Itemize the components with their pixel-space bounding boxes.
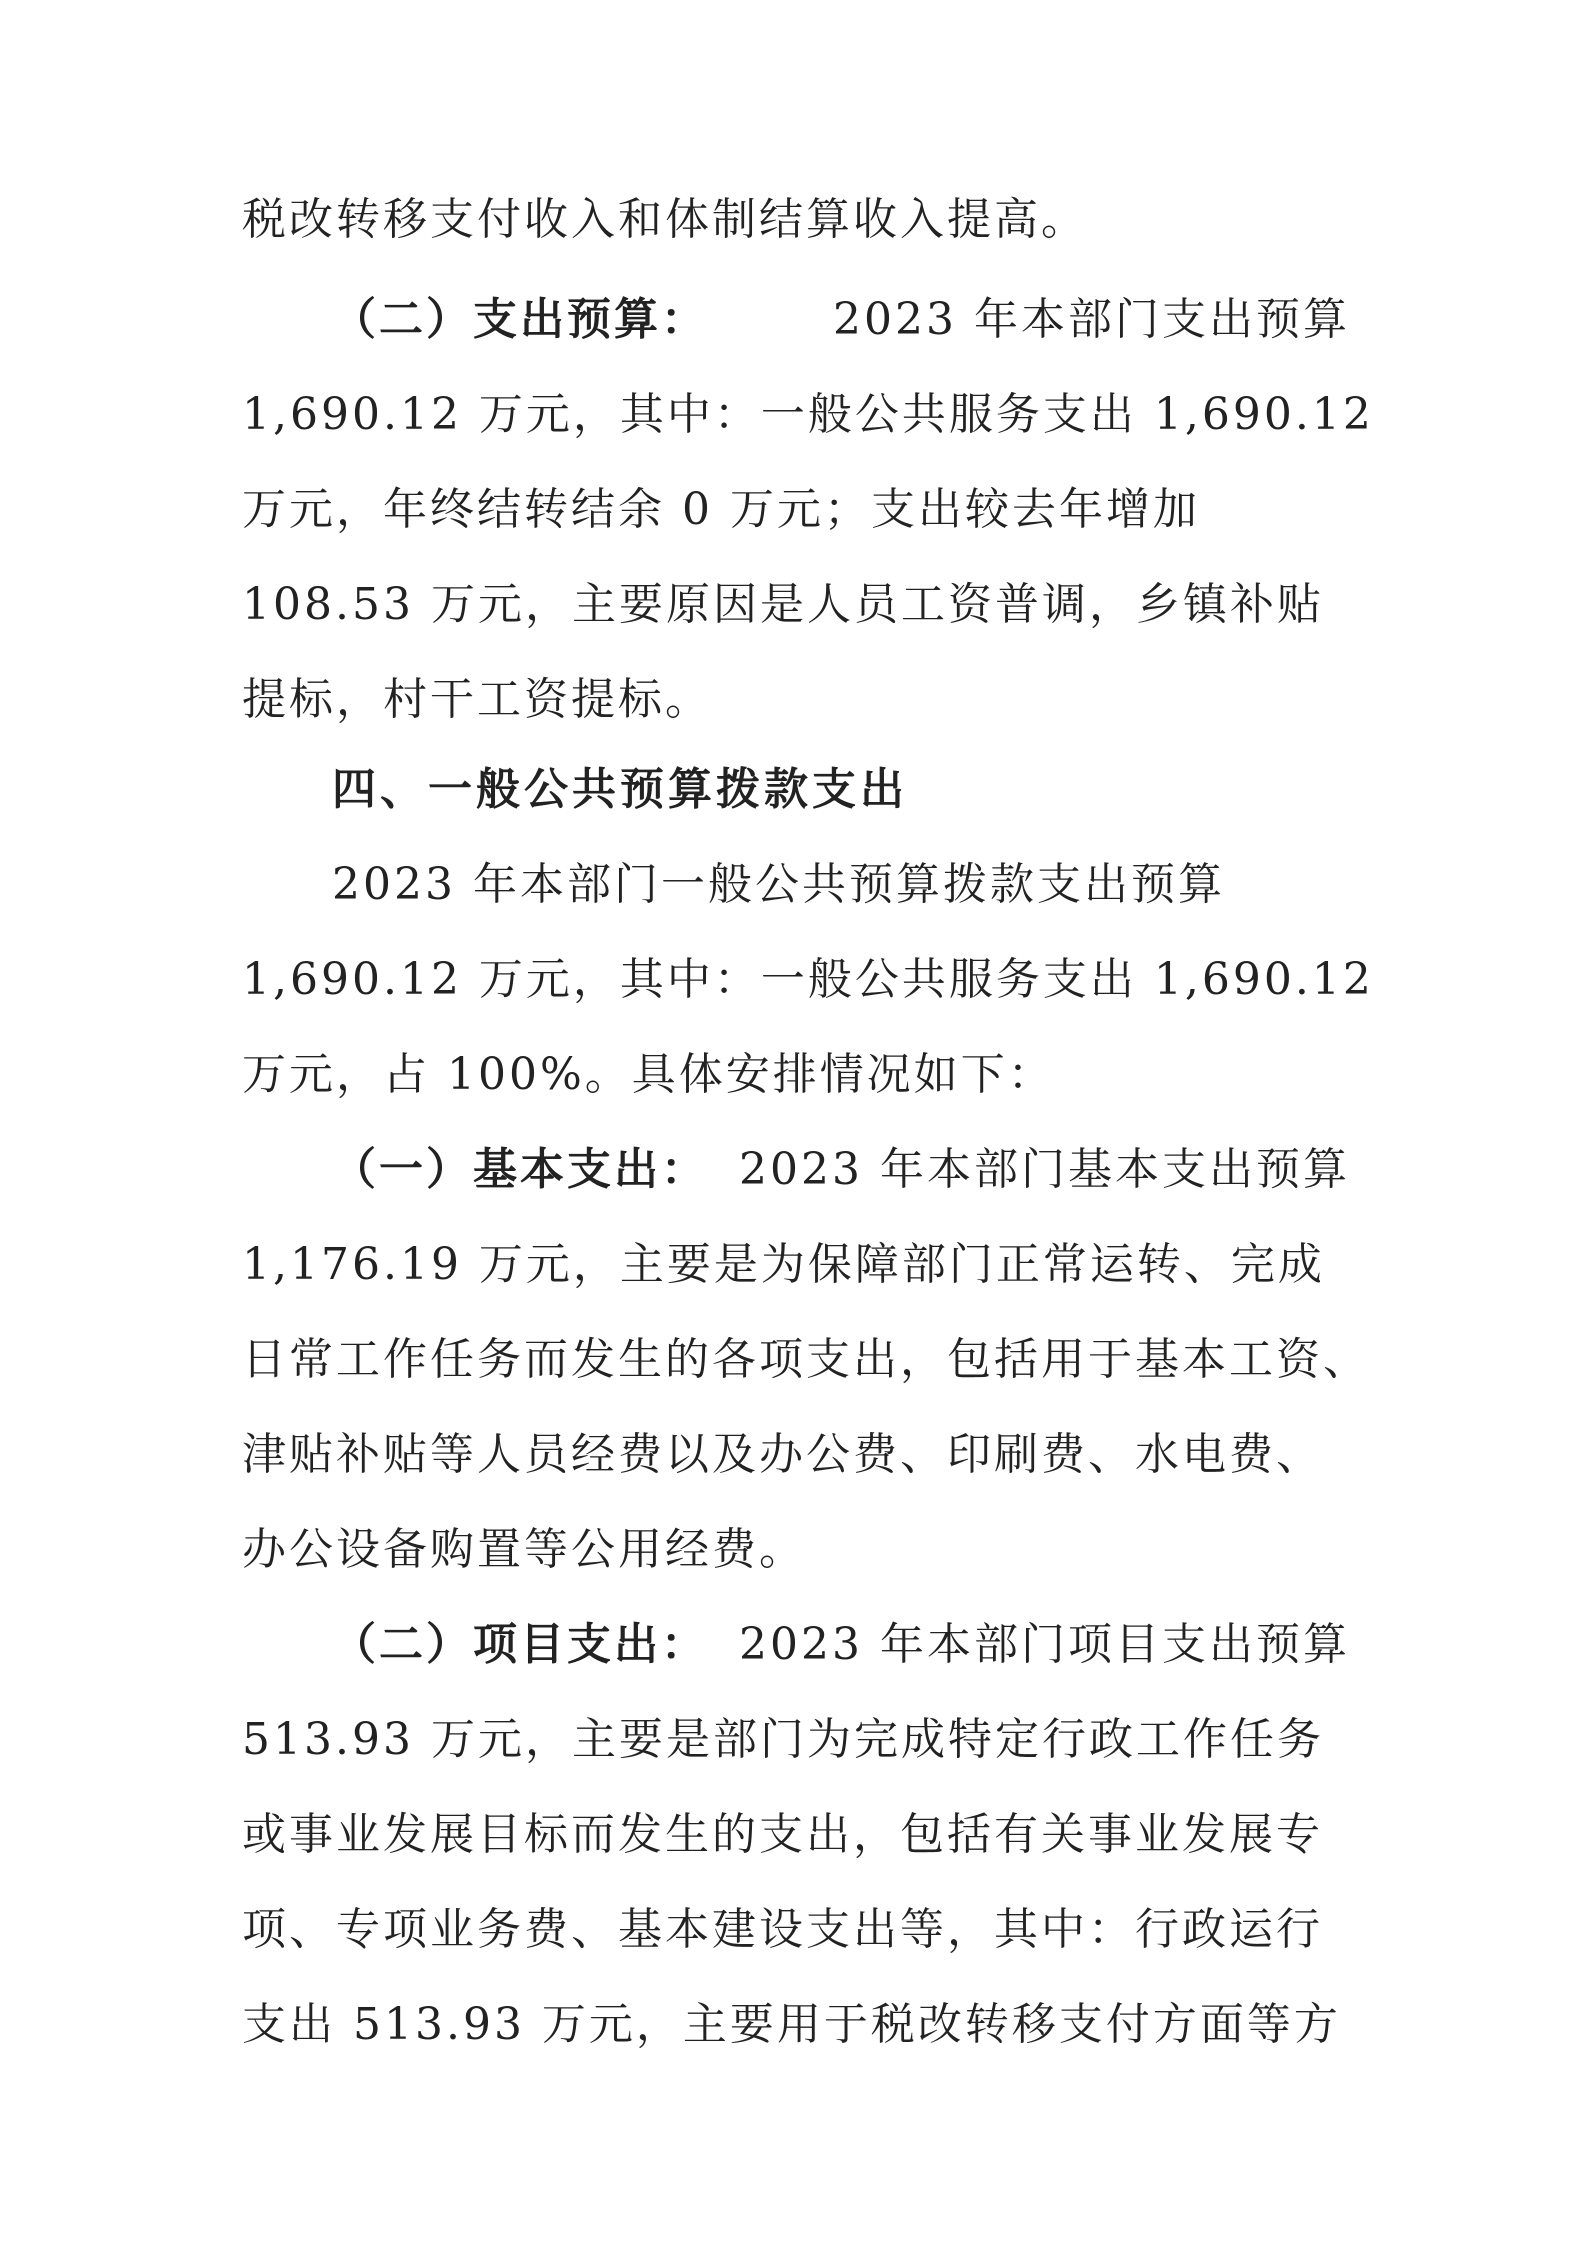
paragraph-segment: 2023 年本部门项目支出预算 bbox=[739, 1619, 1350, 1670]
section-label-basic-expenditure: （一）基本支出： bbox=[332, 1144, 708, 1195]
paragraph-line bbox=[242, 950, 1374, 1010]
section-heading: 四、一般公共预算拨款支出 bbox=[332, 764, 908, 815]
basic-expenditure-line bbox=[332, 1140, 1350, 1200]
paragraph-line: 提标，村干工资提标。 bbox=[242, 674, 712, 725]
paragraph-line bbox=[242, 1235, 1350, 1295]
paragraph-line: 日常工作任务而发生的各项支出，包括用于基本工资、 bbox=[242, 1334, 1370, 1385]
paragraph-line: 万元，占 100%。具体安排情况如下： bbox=[242, 1049, 1055, 1100]
paragraph-line: 办公设备购置等公用经费。 bbox=[242, 1524, 806, 1575]
expenditure-budget-line bbox=[332, 290, 1350, 350]
section-label-project-expenditure: （二）项目支出： bbox=[332, 1619, 708, 1670]
section-label-expenditure-budget: （二）支出预算： bbox=[332, 294, 708, 345]
paragraph-segment: 2023 年本部门基本支出预算 bbox=[739, 1144, 1350, 1195]
paragraph-line bbox=[242, 480, 1350, 540]
paragraph-line bbox=[242, 575, 1350, 635]
paragraph-line: 津贴补贴等人员经费以及办公费、印刷费、水电费、 bbox=[242, 1429, 1323, 1480]
paragraph-line bbox=[242, 1710, 1350, 1770]
paragraph-line: 2023 年本部门一般公共预算拨款支出预算 bbox=[332, 859, 1225, 910]
paragraph-line: 支出 513.93 万元，主要用于税改转移支付方面等方 bbox=[242, 1999, 1341, 2050]
paragraph-segment: 1,690.12 万元，其中：一般公共服务支出 1,690.12 bbox=[242, 389, 1374, 440]
paragraph-segment: 108.53 万元，主要原因是人员工资普调，乡镇补贴 bbox=[242, 579, 1324, 630]
paragraph-line: 项、专项业务费、基本建设支出等，其中：行政运行 bbox=[242, 1904, 1323, 1955]
paragraph-segment: 万元，年终结转结余 0 万元；支出较去年增加 bbox=[242, 484, 1200, 535]
paragraph-segment: 1,690.12 万元，其中：一般公共服务支出 1,690.12 bbox=[242, 954, 1374, 1005]
paragraph-segment: 1,176.19 万元，主要是为保障部门正常运转、完成 bbox=[242, 1239, 1325, 1290]
paragraph-segment: 2023 年本部门支出预算 bbox=[833, 294, 1350, 345]
paragraph-line: 或事业发展目标而发生的支出，包括有关事业发展专 bbox=[242, 1809, 1323, 1860]
project-expenditure-line bbox=[332, 1615, 1350, 1675]
paragraph-line bbox=[242, 385, 1374, 445]
paragraph-line: 税改转移支付收入和体制结算收入提高。 bbox=[242, 194, 1088, 245]
paragraph-segment: 513.93 万元，主要是部门为完成特定行政工作任务 bbox=[242, 1714, 1324, 1765]
